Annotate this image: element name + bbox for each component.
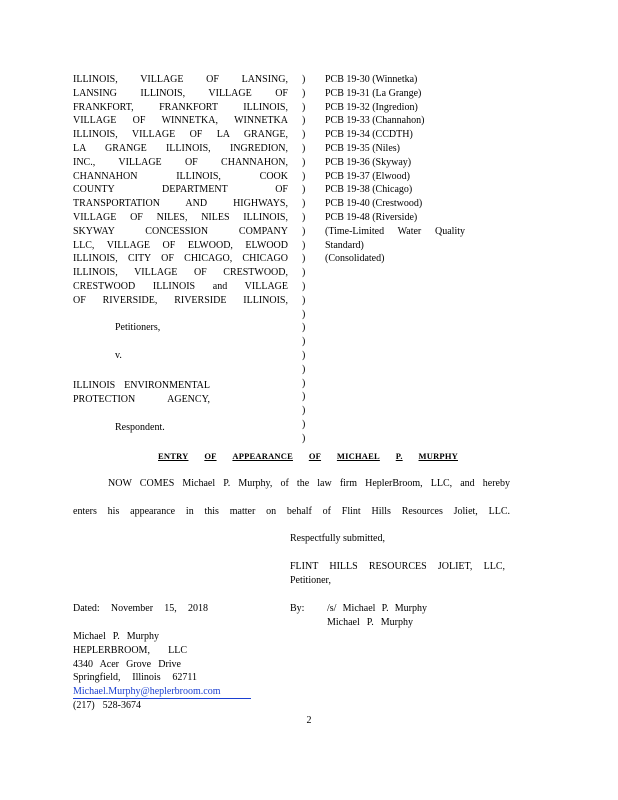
page-number: 2: [306, 715, 312, 726]
signature-line: /s/ Michael P. Murphy: [327, 603, 427, 614]
caption-paren: ): [302, 391, 306, 403]
attorney-phone: (217) 528-3674: [73, 700, 141, 712]
caption-paren: ): [302, 142, 306, 154]
petitioner-line: COUNTY DEPARTMENT OF: [73, 184, 288, 196]
caption-paren: ): [302, 405, 306, 417]
signature-party: [290, 560, 505, 588]
case-description: (Consolidated): [325, 253, 385, 265]
caption-paren: ): [302, 280, 306, 292]
caption-petitioners: [73, 73, 288, 308]
body-paragraph-line-1: NOW COMES Michael P. Murphy, of the law firm HeplerBroom, LLC, and hereby: [108, 478, 510, 489]
case-number: PCB 19-34 (CCDTH): [325, 129, 413, 141]
petitioner-line: ILLINOIS, CITY OF CHICAGO, CHICAGO: [73, 253, 288, 265]
attorney-email-wrap: [73, 685, 251, 699]
petitioner-line: VILLAGE OF WINNETKA, WINNETKA: [73, 115, 288, 127]
caption-case-numbers: [325, 73, 465, 266]
by-label: By:: [290, 603, 305, 614]
petitioner-line: CRESTWOOD ILLINOIS and VILLAGE: [73, 280, 288, 292]
document-title: [158, 450, 458, 464]
caption-paren: ): [302, 308, 306, 320]
title-word: APPEARANCE: [232, 451, 293, 461]
caption-paren: ): [302, 432, 306, 444]
case-description: (Time-Limited Water Quality: [325, 225, 465, 237]
caption-respondent: [73, 379, 210, 407]
caption-paren: ): [302, 184, 306, 196]
caption-paren: ): [302, 363, 306, 375]
title-word: OF: [204, 451, 217, 461]
caption-paren: ): [302, 198, 306, 210]
petitioner-line: INC., VILLAGE OF CHANNAHON,: [73, 156, 288, 168]
attorney-street: 4340 Acer Grove Drive: [73, 658, 181, 670]
petitioner-line: LLC, VILLAGE OF ELWOOD, ELWOOD: [73, 239, 288, 251]
petitioner-line: LANSING ILLINOIS, VILLAGE OF: [73, 87, 288, 99]
caption-paren: ): [302, 349, 306, 361]
case-number: PCB 19-36 (Skyway): [325, 156, 412, 168]
case-number: PCB 19-31 (La Grange): [325, 87, 422, 99]
petitioner-line: TRANSPORTATION AND HIGHWAYS,: [73, 198, 288, 210]
attorney-name: Michael P. Murphy: [73, 631, 159, 642]
attorney-block: [73, 630, 253, 713]
respondent-label: Respondent.: [115, 422, 165, 433]
case-number: PCB 19-40 (Crestwood): [325, 198, 423, 210]
body-paragraph-line-2: enters his appearance in this matter on behalf of Flint Hills Resources Joliet, LLC.: [73, 506, 510, 517]
caption-paren: ): [302, 74, 306, 85]
title-word: ENTRY: [158, 451, 189, 461]
caption-paren: ): [302, 377, 306, 389]
caption-paren: ): [302, 336, 306, 348]
caption-paren: ): [302, 115, 306, 127]
title-word: MURPHY: [418, 451, 458, 461]
petitioner-line: FRANKFORT, FRANKFORT ILLINOIS,: [73, 101, 288, 113]
petitioner-line: ILLINOIS, VILLAGE OF LA GRANGE,: [73, 129, 288, 141]
caption-paren: ): [302, 156, 306, 168]
petitioner-line: OF RIVERSIDE, RIVERSIDE ILLINOIS,: [73, 294, 288, 306]
signer-name: Michael P. Murphy: [327, 617, 413, 628]
caption-paren: ): [302, 225, 306, 237]
caption-paren: ): [302, 322, 306, 334]
petitioner-line: VILLAGE OF NILES, NILES ILLINOIS,: [73, 211, 288, 223]
dated-line: Dated: November 15, 2018: [73, 603, 208, 614]
caption-paren: ): [302, 418, 306, 430]
caption-paren: ): [302, 211, 306, 223]
caption-paren: ): [302, 294, 306, 306]
title-word: P.: [395, 451, 403, 461]
caption-paren: ): [302, 87, 306, 99]
case-number: PCB 19-30 (Winnetka): [325, 74, 418, 85]
case-number: PCB 19-37 (Elwood): [325, 170, 410, 182]
petitioner-line: ILLINOIS, VILLAGE OF LANSING,: [73, 74, 288, 85]
signature-party-role: Petitioner,: [290, 574, 331, 586]
caption-paren: ): [302, 170, 306, 182]
attorney-firm: HEPLERBROOM, LLC: [73, 644, 187, 656]
case-number: PCB 19-38 (Chicago): [325, 184, 413, 196]
signature-party-name: FLINT HILLS RESOURCES JOLIET, LLC,: [290, 561, 505, 572]
attorney-email-link[interactable]: Michael.Murphy@heplerbroom.com: [73, 686, 221, 698]
respondent-line: ILLINOIS ENVIRONMENTAL: [73, 380, 210, 391]
respondent-line: PROTECTION AGENCY,: [73, 393, 210, 405]
title-word: MICHAEL: [336, 451, 380, 461]
petitioners-label: Petitioners,: [115, 322, 161, 333]
petitioner-line: LA GRANGE ILLINOIS, INGREDION,: [73, 142, 288, 154]
case-number: PCB 19-35 (Niles): [325, 142, 400, 154]
caption-paren: ): [302, 253, 306, 265]
case-number: PCB 19-48 (Riverside): [325, 211, 418, 223]
caption-paren: ): [302, 101, 306, 113]
title-word: OF: [308, 451, 322, 461]
caption-paren: ): [302, 129, 306, 141]
attorney-city: Springfield, Illinois 62711: [73, 672, 197, 684]
caption-paren: ): [302, 267, 306, 279]
caption-paren-column: [302, 73, 310, 446]
petitioner-line: SKYWAY CONCESSION COMPANY: [73, 225, 288, 237]
petitioner-line: CHANNAHON ILLINOIS, COOK: [73, 170, 288, 182]
case-number: PCB 19-33 (Channahon): [325, 115, 425, 127]
caption-paren: ): [302, 239, 306, 251]
petitioner-line: ILLINOIS, VILLAGE OF CRESTWOOD,: [73, 267, 288, 279]
versus-label: v.: [115, 350, 122, 361]
closing-text: Respectfully submitted,: [290, 533, 385, 544]
case-description: Standard): [325, 239, 364, 251]
case-number: PCB 19-32 (Ingredion): [325, 101, 418, 113]
